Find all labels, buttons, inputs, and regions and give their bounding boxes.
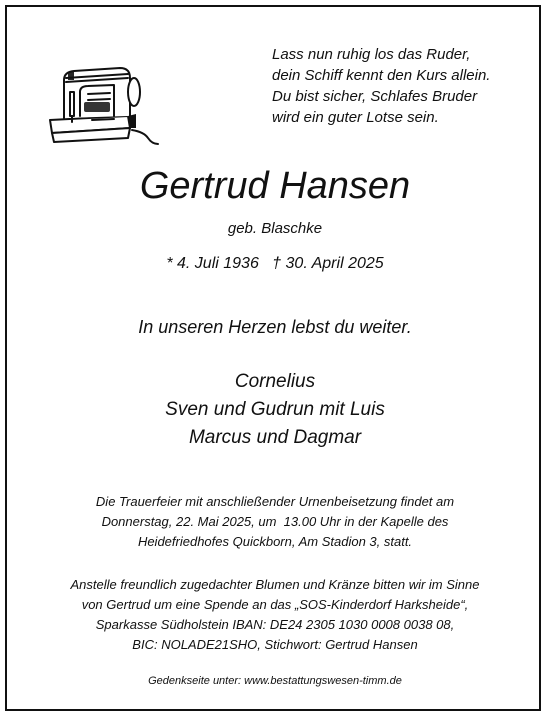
birth-name: geb. Blaschke: [227, 220, 323, 237]
memorial-site-link[interactable]: Gedenkseite unter: www.bestattungswesen-timm.de: [148, 675, 402, 687]
donation-line: BIC: NOLADE21SHO, Stichwort: Gertrud Hansen: [132, 637, 418, 652]
service-line: Die Trauerfeier mit anschließender Urnenbeisetzung findet am: [95, 494, 455, 509]
sewing-machine-icon: [44, 58, 160, 148]
donation-line: Anstelle freundlich zugedachter Blumen und Kränze bitten wir im Sinne: [70, 577, 480, 592]
poem-line: dein Schiff kennt den Kurs allein.: [272, 67, 491, 84]
donation-notice: [0, 575, 550, 655]
service-line: Heidefriedhofes Quickborn, Am Stadion 3, statt.: [137, 534, 413, 549]
service-notice: [0, 492, 550, 552]
poem-line: wird ein guter Lotse sein.: [272, 109, 439, 126]
donation-line: Sparkasse Südholstein IBAN: DE24 2305 1030 0008 0038 08,: [95, 617, 455, 632]
family-member: Cornelius: [234, 371, 316, 392]
poem: [272, 44, 534, 128]
motto: In unseren Herzen lebst du weiter.: [138, 317, 412, 337]
deceased-name: Gertrud Hansen: [139, 165, 411, 207]
family-member: Marcus und Dagmar: [188, 427, 362, 448]
donation-line: von Gertrud um eine Spende an das „SOS-Kinderdorf Harksheide“,: [81, 597, 469, 612]
family-member: Sven und Gudrun mit Luis: [165, 399, 385, 420]
poem-line: Du bist sicher, Schlafes Bruder: [272, 88, 478, 105]
poem-line: Lass nun ruhig los das Ruder,: [272, 46, 471, 63]
life-dates: * 4. Juli 1936 † 30. April 2025: [166, 255, 384, 272]
family-list: [0, 368, 550, 452]
service-line: Donnerstag, 22. Mai 2025, um 13.00 Uhr in der Kapelle des: [101, 514, 449, 529]
